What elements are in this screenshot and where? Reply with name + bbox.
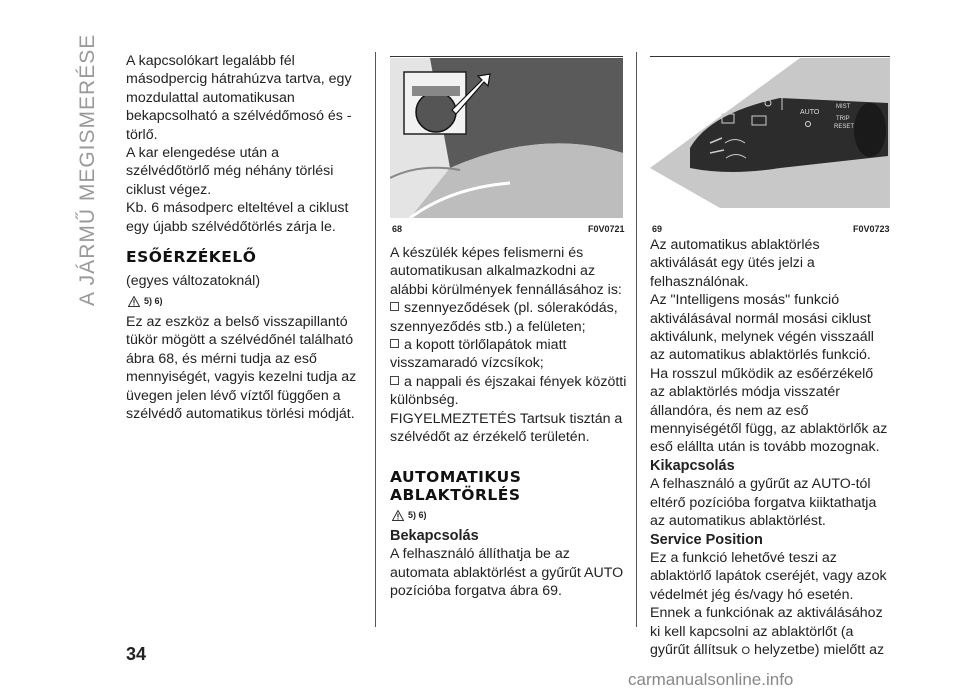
heading-line: AUTOMATIKUS	[390, 468, 522, 487]
paragraph: Ha rosszul működik az esőérzékelő az ablaktörlés módja visszatér állandóra, és nem az eső mennyiségétől függ, az ablaktörlők az eső elállta után is tovább mozognak.	[650, 365, 888, 456]
warning-icon	[392, 510, 404, 521]
figure-top-rule	[650, 56, 890, 57]
heading-line: ABLAKTÖRLÉS	[390, 486, 521, 505]
off-position-symbol: O	[741, 644, 751, 657]
list-item: szennyeződések (pl. sólerakódás, szennyeződés stb.) a felületen;	[390, 299, 630, 336]
column-2	[390, 244, 630, 601]
warning-refs	[392, 506, 630, 524]
column-1	[126, 52, 362, 423]
label-reset: RESET	[834, 124, 855, 130]
figure-68-code: F0V0721	[588, 224, 625, 234]
figure-68-rain-sensor	[390, 58, 623, 218]
paragraph-text: helyzetbe) mielőtt az	[754, 641, 885, 658]
list-item: a nappali és éjszakai fények közötti különbség.	[390, 373, 630, 410]
paragraph: A felhasználó állíthatja be az automata ablaktörlést a gyűrűt AUTO pozícióba forgatva ábra 69.	[390, 546, 624, 600]
column-divider	[636, 52, 637, 627]
warning-icon	[128, 296, 140, 307]
watermark: carmanualsonline.info	[628, 670, 794, 689]
paragraph: Ez az eszköz a belső visszapillantó tükör mögött a szélvédőnél található ábra 68, és mérni tudja az eső mennyiségét, vagyis kezelni tudja az üvegen jelen lévő víztől függően a szélvédő automatikus törlési módját.	[126, 313, 357, 422]
figure-68-number: 68	[392, 224, 403, 234]
paragraph: Kb. 6 másodperc elteltével a ciklust egy újabb szélvédőtörlés zárja le.	[126, 200, 349, 235]
paragraph: A felhasználó a gyűrűt az AUTO-tól eltérő pozícióba forgatva kiiktathatja az automatikus ablaktörlést.	[650, 476, 877, 530]
paragraph: FIGYELMEZTETÉS Tartsuk tisztán a szélvédőt az érzékelő területén.	[390, 410, 623, 446]
page-number: 34	[126, 644, 147, 664]
list-item: a kopott törlőlapátok miatt visszamaradó vízcsíkok;	[390, 336, 630, 373]
subheading-activation: Bekapcsolás	[390, 527, 479, 544]
subheading-service-position: Service Position	[650, 531, 763, 548]
paragraph: A készülék képes felismerni és automatikusan alkalmazkodni az alábbi körülmények fennállásához is:	[390, 245, 622, 298]
figure-top-rule	[390, 56, 623, 57]
column-divider	[375, 52, 376, 627]
paragraph: A kar elengedése után a szélvédőtörlő még néhány törlési ciklust végez.	[126, 145, 334, 198]
figure-69-number: 69	[652, 224, 663, 234]
figure-69-code: F0V0723	[853, 224, 890, 234]
paragraph: Az "Intelligens mosás" funkció aktiválásával normál mosási ciklust aktiválunk, melynek végén visszaáll az automatikus ablaktörlés funkció.	[650, 292, 874, 364]
version-note: (egyes változatoknál)	[126, 273, 261, 290]
paragraph-text: Ennek a funkciónak az aktiválásához ki kell kapcsolni az ablaktörlőt (a gyűrűt állítsuk	[650, 605, 883, 658]
paragraph: Ez a funkció lehetővé teszi az ablaktörlő lapátok cseréjét, vagy azok védelmét jég és/vagy hó esetén.	[650, 549, 887, 603]
warning-refs	[128, 292, 362, 310]
subheading-deactivation: Kikapcsolás	[650, 457, 735, 474]
section-heading-rain-sensor: ESŐÉRZÉKELŐ	[126, 248, 257, 267]
section-heading-automatic-wiping	[390, 468, 630, 504]
column-3	[650, 236, 890, 660]
label-trip: TRIP	[836, 116, 850, 122]
wiper-stalk-illustration	[650, 58, 890, 212]
label-auto: AUTO	[800, 109, 820, 116]
paragraph: Az automatikus ablaktörlés aktiválását egy ütés jelzi a felhasználónak.	[650, 237, 820, 290]
refs-text: 5) 6)	[408, 510, 427, 521]
paragraph: A kapcsolókart legalább fél másodpercig hátrahúzva tartva, egy mozdulattal automatikusan bekapcsolható a szélvédőmosó és -törlő.	[126, 53, 352, 143]
label-mist: MIST	[836, 104, 851, 110]
figure-69-wiper-stalk	[650, 58, 890, 212]
section-side-title	[72, 33, 106, 308]
paragraph	[650, 604, 890, 660]
side-title-text: A JÁRMŰ MEGISMERÉSE	[76, 33, 99, 306]
refs-text: 5) 6)	[144, 296, 163, 307]
windscreen-illustration	[390, 58, 623, 218]
